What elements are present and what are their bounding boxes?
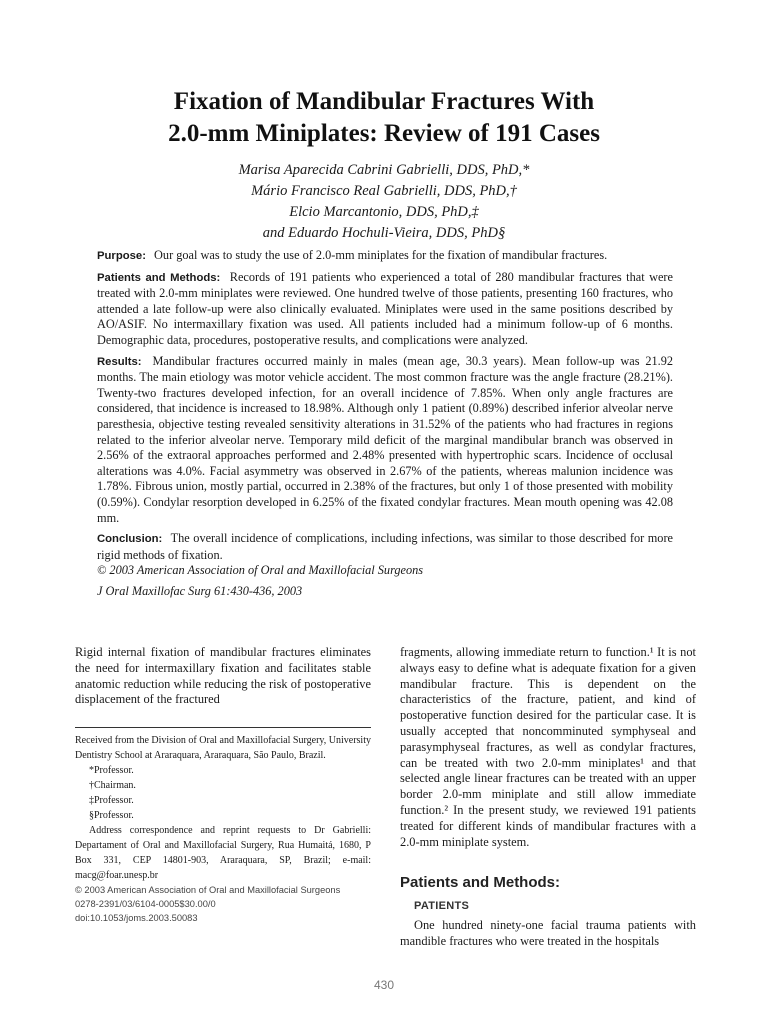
abstract-conclusion (97, 531, 673, 563)
abstract-results (97, 354, 673, 527)
journal-citation: J Oral Maxillofac Surg 61:430-436, 2003 (97, 583, 303, 598)
footnote-correspondence: Address correspondence and reprint requests to Dr Gabrielli: Departament of Oral and Maxillofacial Surgery, Rua Humaitá, 1680, P Box 331, CEP 14801-903, Araraquara, SP, Brazil; e-mail: macg@foar.unesp.br (75, 825, 371, 881)
body-column-left (75, 645, 371, 708)
abstract (97, 248, 673, 604)
author-2: Mário Francisco Real Gabrielli, DDS, PhD,† (251, 183, 517, 199)
footnote-received: Received from the Division of Oral and Maxillofacial Surgery, University Dentistry School at Araraquara, Araraquara, São Paulo, Brazil. (75, 735, 371, 761)
author-4: and Eduardo Hochuli-Vieira, DDS, PhD§ (262, 225, 506, 241)
intro-paragraph: Rigid internal fixation of mandibular fractures eliminates the need for intermaxillary fixation and facilitates stable anatomic reduction while reducing the risk of postoperative displacement of the fractured (75, 645, 371, 707)
abstract-methods (97, 270, 673, 349)
abstract-purpose (97, 248, 673, 265)
footnote-issn: 0278-2391/03/6104-0005$30.00/0 (75, 899, 216, 909)
section-heading-methods: Patients and Methods: (400, 874, 561, 891)
footnote-professor-1: *Professor. (89, 765, 134, 776)
conclusion-label: Conclusion: (97, 533, 163, 546)
footnote-divider (75, 727, 371, 728)
article-title (0, 86, 768, 150)
footnotes (75, 733, 371, 925)
subsection-patients: PATIENTS (414, 900, 470, 912)
author-3: Elcio Marcantonio, DDS, PhD,‡ (289, 204, 479, 220)
author-1: Marisa Aparecida Cabrini Gabrielli, DDS, PhD,* (238, 162, 530, 178)
purpose-text: Our goal was to study the use of 2.0-mm miniplates for the fixation of mandibular fractures. (154, 248, 608, 262)
methods-text: Records of 191 patients who experienced a total of 280 mandibular fractures that were treated with 2.0-mm miniplates were reviewed. One hundred twelve of those patients, presenting 160 fractures, who attended a late follow-up were also clinically evaluated. Miniplates were used in the same positions described by AO/ASIF. No intermaxillary fixation was used. All patients included had a minimum follow-up of 6 months. Demographic data, procedures, postoperative results, and complications were analyzed. (97, 269, 673, 347)
patients-paragraph: One hundred ninety-one facial trauma patients with mandible fractures who were treated in the hospitals (400, 918, 696, 948)
title-line-1: Fixation of Mandibular Fractures With (173, 88, 595, 115)
page-number: 430 (373, 978, 395, 992)
footnote-professor-3: ‡Professor. (89, 795, 134, 806)
author-list (0, 160, 768, 244)
methods-label: Patients and Methods: (97, 271, 221, 284)
footnote-copyright: © 2003 American Association of Oral and Maxillofacial Surgeons (75, 885, 341, 895)
conclusion-text: The overall incidence of complications, including infections, was similar to those described for more rigid methods of fixation. (97, 531, 674, 562)
results-label: Results: (97, 355, 142, 368)
footnote-professor-4: §Professor. (89, 810, 134, 821)
title-line-2: 2.0-mm Miniplates: Review of 191 Cases (168, 120, 600, 147)
intro-continued: fragments, allowing immediate return to function.¹ It is not always easy to define what is adequate fixation for a given mandibular fracture. This is dependent on the characteristics of the fracture, patient, and kind of postoperative function desired for the particular case. It is usually accepted that noncomminuted symphyseal and parasymphyseal fractures, as well as condylar fractures, can be treated with two 2.0-mm miniplates¹ and that selected angle linear fractures can be treated with an upper border 2.0-mm miniplate and still allow immediate function.² In the present study, we reviewed 191 patients treated for different kinds of mandibular fractures with a 2.0-mm miniplate system. (400, 645, 696, 849)
abstract-copyright: © 2003 American Association of Oral and Maxillofacial Surgeons (97, 563, 424, 578)
purpose-label: Purpose: (97, 250, 146, 262)
footnote-chairman: †Chairman. (89, 780, 136, 791)
footnote-doi: doi:10.1053/joms.2003.50083 (75, 913, 198, 923)
body-column-right (400, 645, 696, 850)
results-text: Mandibular fractures occurred mainly in males (mean age, 30.3 years). Mean follow-up was 21.92 months. The main etiology was motor vehicle accident. The most common fracture was the angle fracture (28.21%). Twenty-two fractures developed infection, for an overall incidence of 7.85%. When only angle fractures are considered, that incidence is increased to 18.98%. Although only 1 patient (0.89%) described inferior alveolar nerve paresthesia, objective testing revealed sensitivity alterations in 31.52% of the patients who had fractures in regions related to the inferior alveolar nerve. Temporary mild deficit of the marginal mandibular branch was observed in 2.56% of the extraoral approaches performed and 2.48% presented with hypertrophic scars. Incidence of occlusal alterations was 4.0%. Facial asymmetry was observed in 2.67% of the patients, whereas malunion incidence was 1.78%. Fibrous union, mostly partial, occurred in 2.38% of the fractures, but only 1 of those presented with mobility (0.59%). Condylar resorption developed in 6.25% of the fixated condylar fractures. Mean mouth opening was 42.08 mm. (97, 353, 674, 525)
